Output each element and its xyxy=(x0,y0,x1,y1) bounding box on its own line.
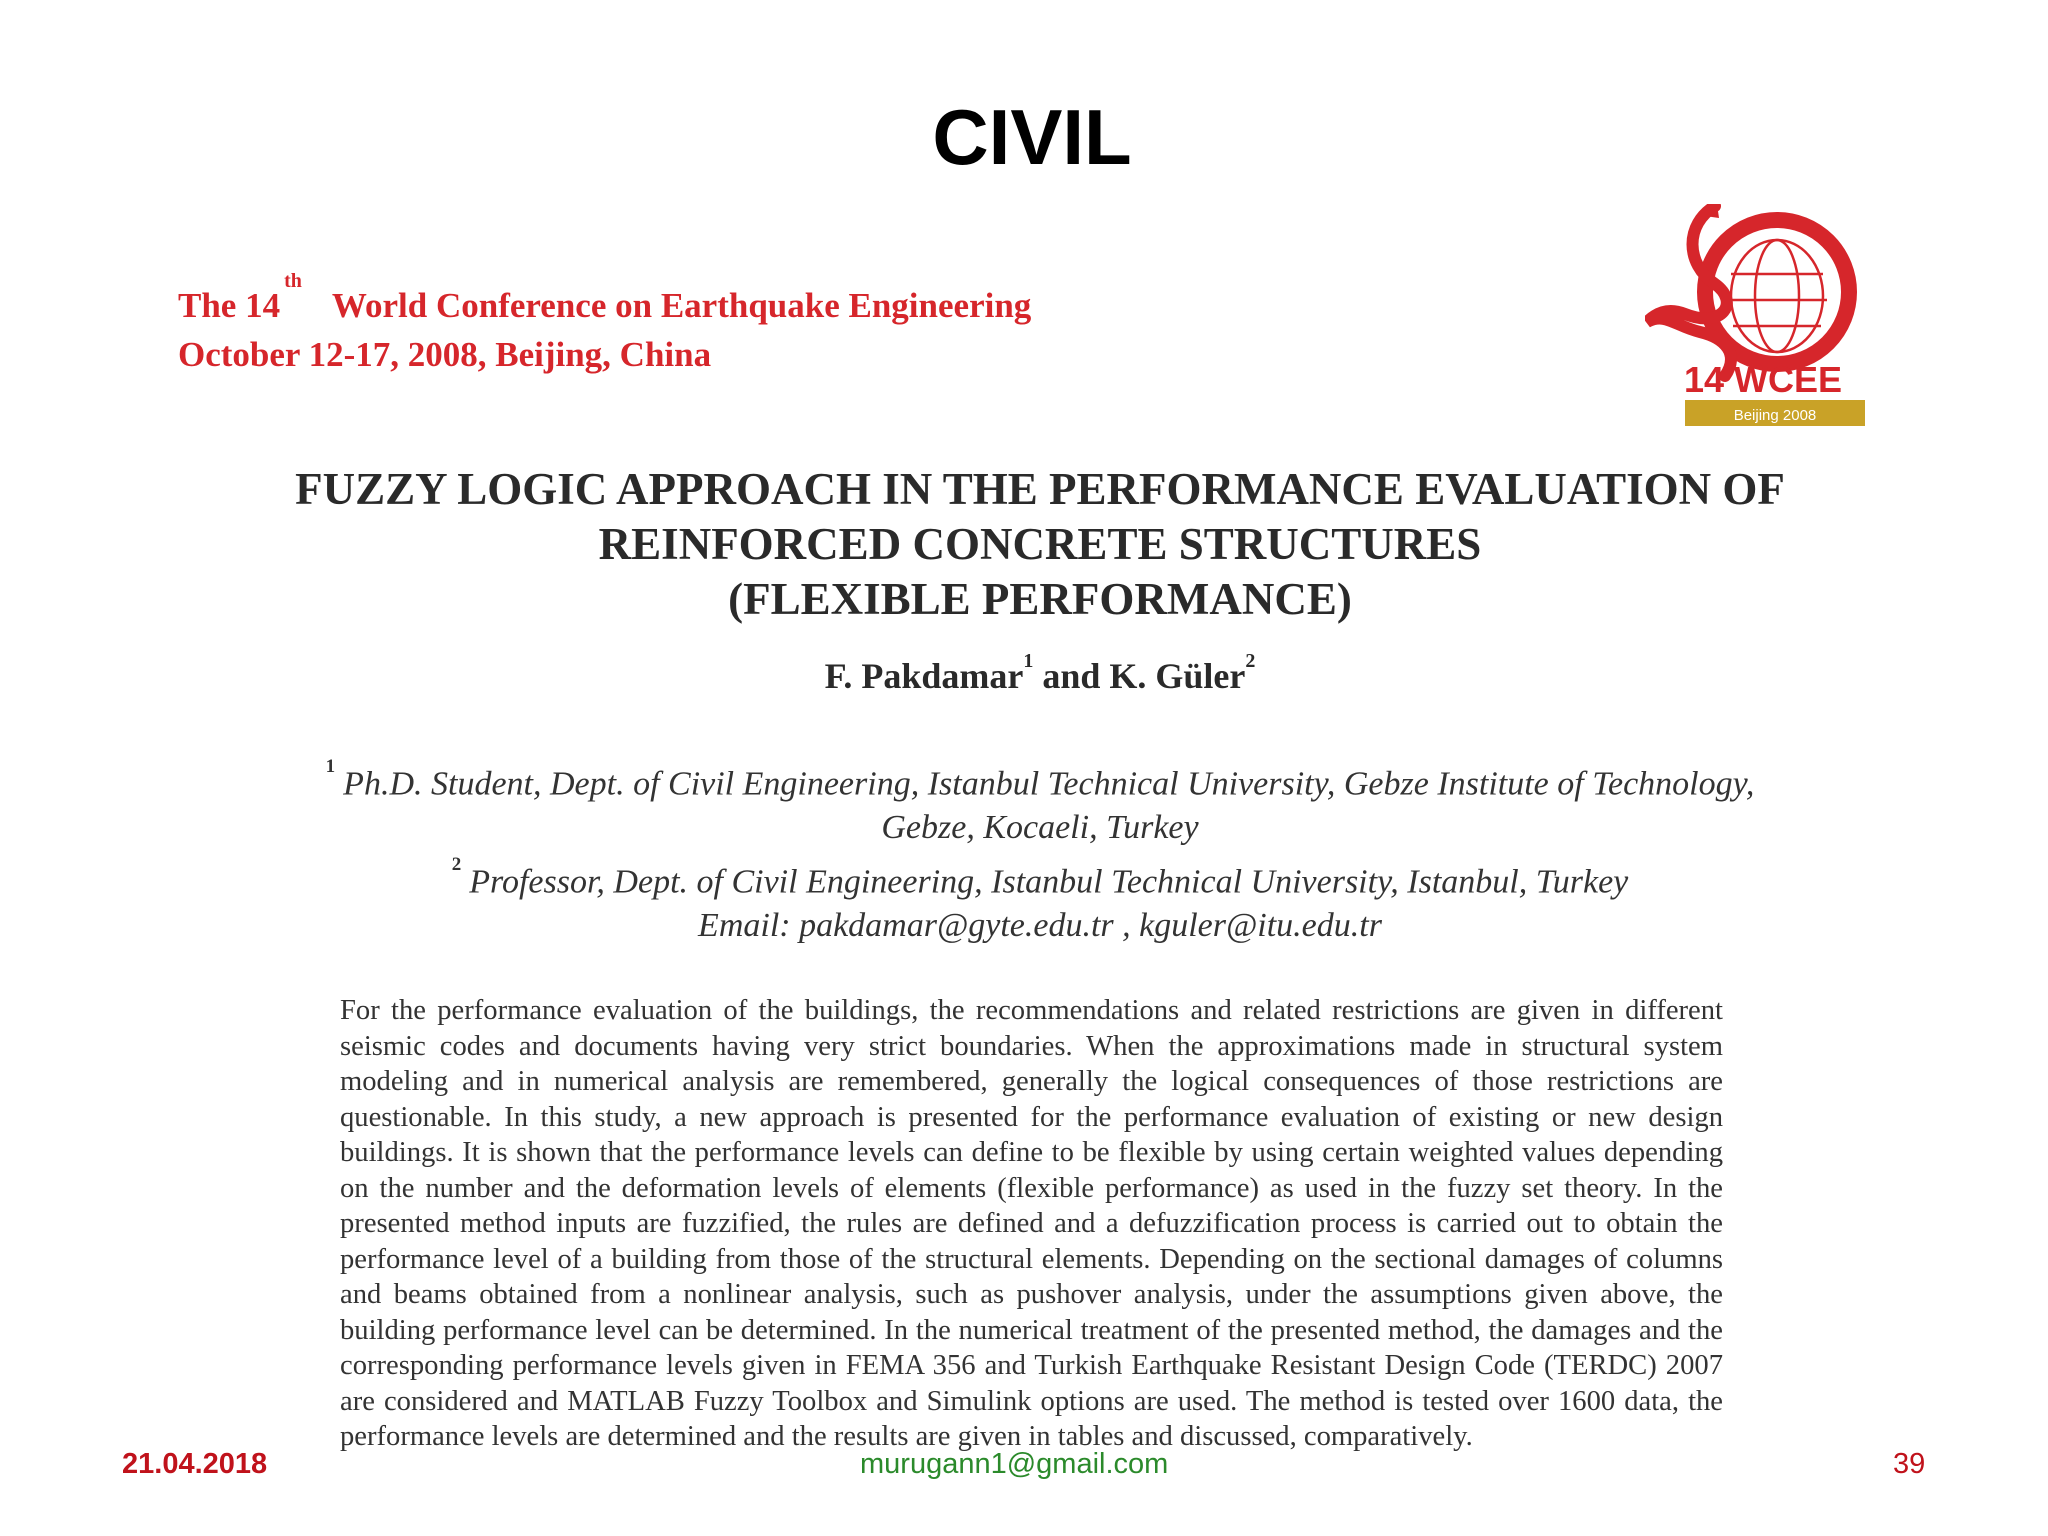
wcee-logo xyxy=(1645,204,1885,434)
author-emails: Email: pakdamar@gyte.edu.tr , kguler@itu.edu.tr xyxy=(698,907,1382,945)
paper-abstract xyxy=(340,993,1723,1455)
conference-prefix: The 14 xyxy=(178,286,281,325)
paper-title xyxy=(200,462,1880,627)
affiliation-2-text: Professor, Dept. of Civil Engineering, Istanbul Technical University, Istanbul, Turkey xyxy=(469,863,1629,901)
slide-title: CIVIL xyxy=(932,93,1132,181)
logo-subtext: Beijing 2008 xyxy=(1733,407,1817,424)
paper-title-line: REINFORCED CONCRETE STRUCTURES xyxy=(598,519,1482,569)
author-1-marker: 1 xyxy=(1023,650,1034,672)
affiliation-1-location: Gebze, Kocaeli, Turkey xyxy=(881,809,1199,847)
affiliation-1 xyxy=(200,755,1880,850)
page-number: 39 xyxy=(1893,1448,1926,1480)
conference-line-2: October 12-17, 2008, Beijing, China xyxy=(178,335,712,374)
affiliation-1-marker: 1 xyxy=(325,756,336,777)
affiliation-2-marker: 2 xyxy=(451,854,462,875)
affiliation-2 xyxy=(200,853,1880,948)
footer-date: 21.04.2018 xyxy=(122,1448,268,1480)
author-2: and K. Güler xyxy=(1033,656,1246,696)
paper-authors xyxy=(200,650,1880,697)
footer-email: murugann1@gmail.com xyxy=(860,1448,1169,1480)
paper-title-line: (FLEXIBLE PERFORMANCE) xyxy=(728,574,1352,624)
affiliation-1-text: Ph.D. Student, Dept. of Civil Engineering, Istanbul Technical University, Gebze Institute of Technology, xyxy=(343,765,1755,803)
author-1: F. Pakdamar xyxy=(824,656,1024,696)
paper-title-line: FUZZY LOGIC APPROACH IN THE PERFORMANCE EVALUATION OF xyxy=(295,464,1785,514)
conference-name: World Conference on Earthquake Engineering xyxy=(331,286,1032,325)
logo-text: 14 WCEE xyxy=(1683,359,1843,400)
abstract-text: For the performance evaluation of the buildings, the recommendations and related restrictions are given in different seismic codes and documents having very strict boundaries. When the approximations made in structural system modeling and in numerical analysis are remembered, generally the logical consequences of those restrictions are questionable. In this study, a new approach is presented for the performance evaluation of existing or new design buildings. It is shown that the performance levels can define to be flexible by using certain weighted values depending on the number and the deformation levels of elements (flexible performance) as used in the fuzzy set theory. In the presented method inputs are fuzzified, the rules are defined and a defuzzification process is carried out to obtain the performance level of a building from those of the structural elements. Depending on the sectional damages of columns and beams obtained from a nonlinear analysis, such as pushover analysis, under the assumptions given above, the building performance level can be determined. In the numerical treatment of the presented method, the damages and the corresponding performance levels given in FEMA 356 and Turkish Earthquake Resistant Design Code (TERDC) 2007 are considered and MATLAB Fuzzy Toolbox and Simulink options are used. The method is tested over 1600 data, the performance levels are determined and the results are given in tables and discussed, comparatively. xyxy=(340,995,1723,1452)
ordinal-suffix: th xyxy=(284,270,302,292)
author-2-marker: 2 xyxy=(1245,650,1256,672)
conference-line-1 xyxy=(178,270,1032,333)
conference-header xyxy=(178,270,1032,376)
